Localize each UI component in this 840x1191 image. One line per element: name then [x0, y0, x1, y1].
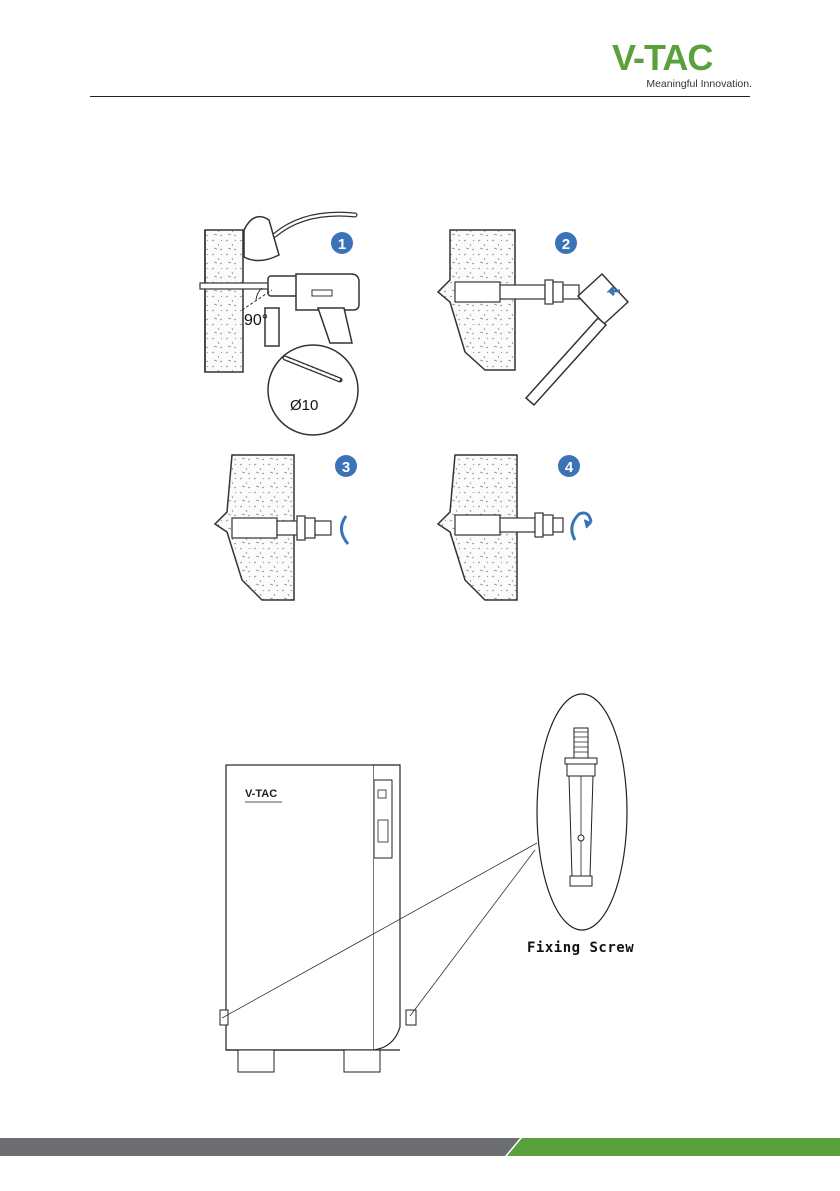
screw-thread: [574, 728, 588, 758]
battery-cabinet: [220, 765, 416, 1072]
anchor-sleeve: [455, 515, 500, 535]
rotate-arrow: [341, 516, 348, 544]
step-2-number: 2: [561, 236, 571, 253]
step-1-number: 1: [337, 236, 347, 253]
footer-green-band: [507, 1138, 840, 1156]
cabinet-foot: [344, 1050, 380, 1072]
angle-label: 90°: [244, 312, 269, 329]
drill-bit-label: Ø10: [290, 397, 319, 414]
safety-goggles: [244, 217, 279, 261]
step-4-number: 4: [564, 459, 574, 476]
footer-gray-band: [0, 1138, 520, 1156]
footer-bar: [0, 1138, 840, 1156]
step-3-number: 3: [341, 459, 351, 476]
cabinet-brand: V-TAC: [245, 788, 278, 800]
cabinet-side: [374, 765, 400, 1050]
screw-nut: [567, 764, 595, 776]
brand-tagline: Meaningful Innovation.: [646, 78, 752, 90]
step-1-drilling: [200, 214, 359, 435]
fixing-screw-label: Fixing Screw: [527, 940, 635, 956]
step-2-hammering: [438, 230, 628, 405]
wall-section: [205, 230, 243, 372]
leader-line: [410, 850, 535, 1016]
anchor-sleeve: [455, 282, 500, 302]
cabinet-front: [226, 765, 374, 1050]
cabinet-foot: [238, 1050, 274, 1072]
step-4-securing: [438, 455, 591, 600]
brand-name: V-TAC: [612, 37, 713, 78]
drill-bit-detail: [268, 345, 358, 435]
mounting-bracket: [406, 1010, 416, 1025]
mounting-bracket: [220, 1010, 228, 1025]
anchor-sleeve: [232, 518, 277, 538]
step-3-tightening: [215, 455, 357, 600]
fixing-screw-detail: [537, 694, 627, 930]
